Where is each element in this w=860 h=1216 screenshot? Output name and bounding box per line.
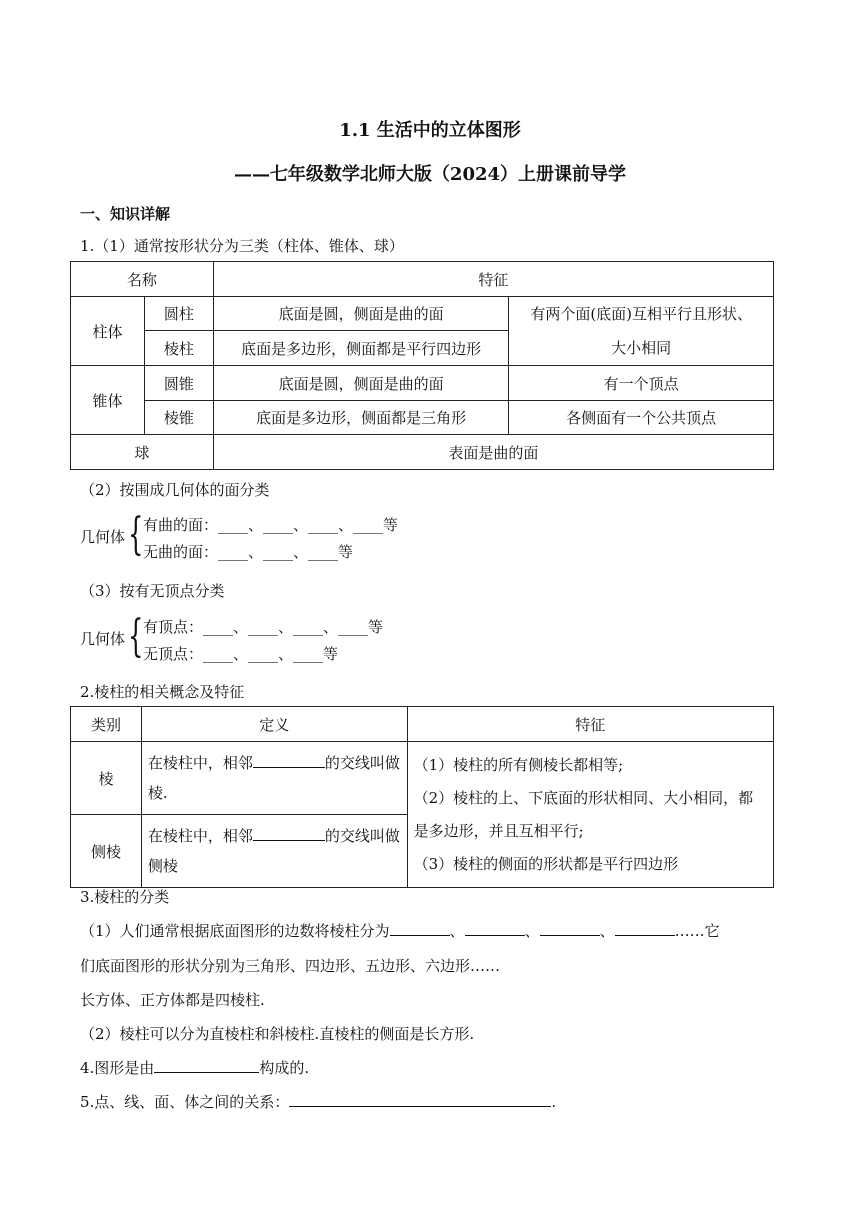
blank-1 <box>390 921 450 936</box>
cell-prism: 棱柱 <box>144 331 213 366</box>
cell-cone-desc: 底面是圆，侧面是曲的面 <box>213 366 509 401</box>
prism-concept-table <box>70 706 774 888</box>
prism-common-line2: 大小相同 <box>611 339 672 357</box>
sep-3: 、 <box>599 922 615 940</box>
sep-1: 、 <box>449 922 465 940</box>
geometry-label-1: 几何体 <box>80 528 126 546</box>
blank-4 <box>615 921 675 936</box>
edge-blank <box>253 753 325 768</box>
prism-feature-3: （3）棱柱的侧面的形状都是平行四边形 <box>413 854 679 873</box>
question-3-part-1-line2: 们底面图形的形状分别为三角形、四边形、五边形、六边形…… <box>80 957 501 975</box>
q3-text-a: （1）人们通常根据底面图形的边数将棱柱分为 <box>80 922 390 940</box>
question-3-part-2: （2）棱柱可以分为直棱柱和斜棱柱.直棱柱的侧面是长方形. <box>80 1025 475 1043</box>
blank-2 <box>465 921 525 936</box>
cell-prism-common-feature <box>509 297 774 366</box>
table2-header-definition: 定义 <box>141 707 407 742</box>
cell-pyramid-desc: 底面是多边形，侧面都是三角形 <box>213 401 509 435</box>
page-subtitle: ——七年级数学北师大版（2024）上册课前导学 <box>233 164 627 185</box>
prism-common-line1: 有两个面(底面)互相平行且形状、 <box>530 305 753 323</box>
sep-2: 、 <box>524 922 540 940</box>
cell-lateral-edge: 侧棱 <box>71 815 142 888</box>
left-brace-1: { <box>128 509 144 560</box>
question-1-intro: 1.（1）通常按形状分为三类（柱体、锥体、球） <box>80 237 404 255</box>
cell-pyramid-feature: 各侧面有一个公共顶点 <box>509 401 774 435</box>
lateral-blank <box>253 826 325 841</box>
has-vertex-line: 有顶点：____、____、____、____等 <box>143 618 384 636</box>
q5-blank <box>289 1092 551 1107</box>
table2-header-feature: 特征 <box>407 707 773 742</box>
cell-cylinder: 圆柱 <box>144 297 213 331</box>
no-curved-face-line: 无曲的面：____、____、____等 <box>143 543 354 561</box>
edge-def-prefix: 在棱柱中，相邻 <box>147 754 253 772</box>
q4-blank <box>154 1058 259 1073</box>
cell-edge-definition <box>141 742 407 815</box>
no-vertex-line: 无顶点：____、____、____等 <box>143 645 339 663</box>
geometry-label-2: 几何体 <box>80 630 126 648</box>
blank-3 <box>540 921 600 936</box>
left-brace-2: { <box>128 611 144 662</box>
cell-lateral-edge-definition <box>141 815 407 888</box>
question-3-heading: 3.棱柱的分类 <box>80 888 170 906</box>
cell-sphere-desc: 表面是曲的面 <box>213 435 773 470</box>
q5-suffix: . <box>551 1093 557 1111</box>
cell-prism-features <box>407 742 773 888</box>
cell-cylinder-desc: 底面是圆，侧面是曲的面 <box>213 297 509 331</box>
q4-prefix: 4.图形是由 <box>80 1059 155 1077</box>
question-2-heading: 2.棱柱的相关概念及特征 <box>80 683 245 701</box>
prism-feature-2: （2）棱柱的上、下底面的形状相同、大小相同，都是多边形，并且互相平行; <box>413 788 754 840</box>
section-heading: 一、知识详解 <box>80 205 171 223</box>
solid-classification-table <box>70 261 774 470</box>
question-1-part-3: （3）按有无顶点分类 <box>80 582 225 600</box>
question-4 <box>80 1057 309 1078</box>
page-title: 1.1 生活中的立体图形 <box>339 120 521 141</box>
cell-cone: 圆锥 <box>144 366 213 401</box>
cell-edge: 棱 <box>71 742 142 815</box>
category-cone-like: 锥体 <box>71 366 145 435</box>
curved-face-line: 有曲的面：____、____、____、____等 <box>143 516 399 534</box>
prism-feature-1: （1）棱柱的所有侧棱长都相等; <box>413 755 624 774</box>
edge-def-suffix: 的交线叫做棱. <box>147 754 400 802</box>
question-1-part-2: （2）按围成几何体的面分类 <box>80 481 270 499</box>
cell-pyramid: 棱锥 <box>144 401 213 435</box>
q3-text-b: ……它 <box>674 922 720 940</box>
question-3-part-1-line3: 长方体、正方体都是四棱柱. <box>80 991 265 1009</box>
question-3-part-1-line1 <box>80 920 720 941</box>
lateral-def-suffix: 的交线叫做侧棱 <box>147 827 400 875</box>
cell-sphere: 球 <box>71 435 214 470</box>
table-header-name: 名称 <box>71 262 214 297</box>
lateral-def-prefix: 在棱柱中，相邻 <box>147 827 253 845</box>
q5-prefix: 5.点、线、面、体之间的关系： <box>80 1093 290 1111</box>
q4-suffix: 构成的. <box>259 1059 310 1077</box>
cell-prism-desc: 底面是多边形，侧面都是平行四边形 <box>213 331 509 366</box>
cell-cone-feature: 有一个顶点 <box>509 366 774 401</box>
table2-header-type: 类别 <box>71 707 142 742</box>
table-header-feature: 特征 <box>213 262 773 297</box>
category-prism-like: 柱体 <box>71 297 145 366</box>
question-5 <box>80 1091 556 1112</box>
